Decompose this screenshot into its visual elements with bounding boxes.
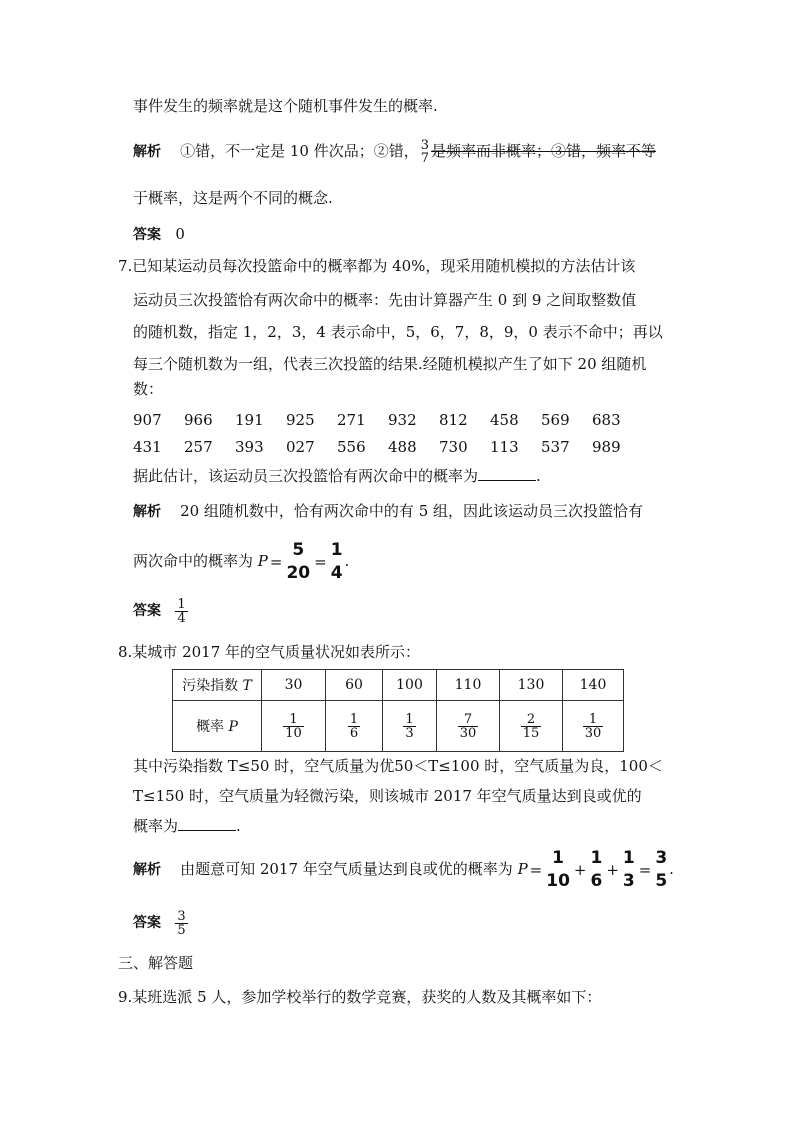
- question-8-line: T≤150 时，空气质量为轻微污染，则该城市 2017 年空气质量达到良或优的: [133, 787, 642, 805]
- analysis-line: 两次命中的概率为 P = 5 20 = 1 4 .: [133, 540, 350, 583]
- fraction: $\frac{1}{4}$: [177, 596, 186, 626]
- table-cell: 130: [500, 670, 563, 701]
- section-heading: 三、解答题: [118, 954, 194, 972]
- fraction: 1 10: [546, 848, 570, 891]
- table-cell: 110: [437, 670, 500, 701]
- fraction: 1 6: [590, 848, 603, 891]
- table-cell: 140: [563, 670, 624, 701]
- answer-line: [133, 592, 188, 628]
- fraction: 1 3: [622, 848, 635, 891]
- question-7-line: 数：: [133, 380, 164, 398]
- question-7-line: 运动员三次投篮恰有两次命中的概率：先由计算器产生 0 到 9 之间取整数值: [133, 291, 637, 309]
- answer-blank: [478, 466, 536, 481]
- fraction: 3 7: [420, 138, 429, 166]
- question-7-line: 的随机数，指定 1，2，3，4 表示命中，5，6，7，8，9，0 表示不命中；再以: [133, 323, 663, 341]
- answer-blank: [178, 816, 236, 831]
- answer-label: 答案: [133, 603, 161, 619]
- pollution-probability-table: [172, 669, 624, 752]
- analysis-line: [133, 134, 656, 168]
- analysis-label: 解析: [133, 144, 161, 160]
- text-line: 事件发生的频率就是这个随机事件发生的概率.: [133, 97, 438, 115]
- question-8-line: 其中污染指数 T≤50 时，空气质量为优50＜T≤100 时，空气质量为良，100＜: [133, 757, 663, 775]
- question-7-line: 据此估计，该运动员三次投篮恰有两次命中的概率为 .: [133, 467, 541, 485]
- table-cell: $\frac{1}{3}$: [383, 701, 437, 752]
- random-number-row: 431 257 393 027 556 488 730 113 537 989: [133, 438, 621, 456]
- table-cell: $\frac{2}{15}$: [500, 701, 563, 752]
- table-cell: $\frac{1}{10}$: [262, 701, 326, 752]
- question-7-line: 每三个随机数为一组，代表三次投篮的结果.经随机模拟产生了如下 20 组随机: [133, 355, 647, 373]
- table-header-cell: 污染指数 T: [173, 670, 262, 701]
- question-9-line: 9.某班选派 5 人，参加学校举行的数学竞赛，获奖的人数及其概率如下：: [118, 988, 602, 1006]
- analysis-text: 是频率而非概率；③错，频率不等: [430, 142, 656, 160]
- fraction: 5 20: [286, 540, 311, 583]
- table-cell: $\frac{1}{30}$: [563, 701, 624, 752]
- answer-label: 答案: [133, 915, 161, 931]
- table-cell: $\frac{1}{6}$: [326, 701, 383, 752]
- table-cell: $\frac{7}{30}$: [437, 701, 500, 752]
- question-7-line: 7.已知某运动员每次投篮命中的概率都为 40%，现采用随机模拟的方法估计该: [118, 257, 636, 275]
- table-cell: 100: [383, 670, 437, 701]
- answer-value: 0: [175, 225, 185, 243]
- answer-line: [133, 902, 188, 942]
- analysis-text: 于概率，这是两个不同的概念.: [133, 189, 333, 207]
- question-8-line: 8.某城市 2017 年的空气质量状况如表所示：: [118, 643, 421, 661]
- analysis-text: 20 组随机数中，恰有两次命中的有 5 组，因此该运动员三次投篮恰有: [180, 502, 644, 520]
- analysis-line: 解析 由题意可知 2017 年空气质量达到良或优的概率为 P = 1 10 + 1 6 + 1 3 = 3 5 .: [133, 848, 674, 891]
- answer-label: 答案: [133, 227, 161, 243]
- random-number-row: 907 966 191 925 271 932 812 458 569 683: [133, 411, 621, 429]
- table-cell: 60: [326, 670, 383, 701]
- fraction: 3 5: [655, 848, 668, 891]
- analysis-line: [133, 501, 643, 522]
- answer-line: [133, 224, 185, 245]
- table-header-cell: 概率 P: [173, 701, 262, 752]
- table-cell: 30: [262, 670, 326, 701]
- analysis-label: 解析: [133, 504, 161, 520]
- question-8-line: 概率为 .: [133, 817, 241, 835]
- analysis-label: 解析: [133, 862, 161, 878]
- fraction: 1 4: [330, 540, 343, 583]
- fraction: $\frac{3}{5}$: [177, 908, 186, 938]
- analysis-text: ①错，不一定是 10 件次品；②错，: [180, 142, 419, 160]
